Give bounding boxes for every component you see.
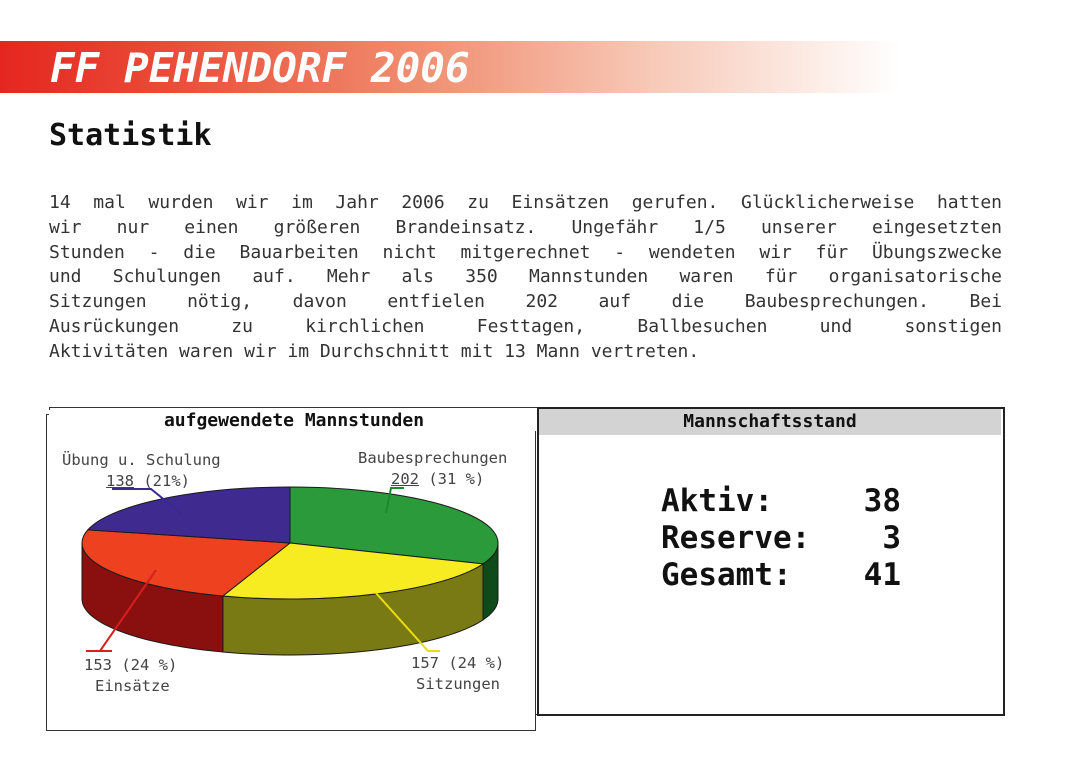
label-bau-value [391,470,484,488]
stand-label-reserve: Reserve: [661,520,811,556]
label-sitzungen-number: 157 [411,654,439,672]
stand-label-aktiv: Aktiv: [661,483,773,519]
label-einsaetze-name: Einsätze [95,677,170,695]
stand-label-gesamt: Gesamt: [661,557,792,593]
label-einsaetze-value [84,656,177,674]
label-uebung-number: 138 [106,472,134,490]
label-uebung-name: Übung u. Schulung [62,451,221,469]
label-einsaetze-number: 153 [84,656,112,674]
stand-value-gesamt: 41 [863,557,901,593]
chart-title: aufgewendete Mannstunden [49,410,539,431]
label-bau-number: 202 [391,470,419,488]
label-sitzungen-percent: (24 %) [448,654,505,672]
paragraph-line: Sitzungen nötig, davon entfielen 202 auf die Baubesprechungen. Bei [49,291,1002,313]
page-heading: Statistik [49,118,212,153]
paragraph-line: Stunden - die Bauarbeiten nicht mitgerechnet - wendeten wir für Übungszwecke [49,241,1002,263]
stand-value-aktiv: 38 [863,483,901,519]
label-bau-percent: (31 %) [428,470,485,488]
banner-title: FF PEHENDORF 2006 [50,44,470,92]
label-sitzungen-name: Sitzungen [416,675,500,693]
label-uebung-percent: (21%) [143,472,191,490]
stand-row-gesamt [661,557,901,593]
stand-value-reserve: 3 [882,520,901,556]
paragraph-line: und Schulungen auf. Mehr als 350 Mannstunden waren für organisatorische [49,266,1002,288]
paragraph-line: wir nur einen größeren Brandeinsatz. Ungefähr 1/5 unserer eingesetzten [49,216,1002,238]
paragraph-line: Ausrückungen zu kirchlichen Festtagen, Ballbesuchen und sonstigen [49,315,1002,337]
label-einsaetze-percent: (24 %) [121,656,178,674]
stand-row-reserve [661,520,901,556]
stand-row-aktiv [661,483,901,519]
label-uebung-value [106,472,190,490]
label-bau-name: Baubesprechungen [358,449,508,467]
paragraph-line: 14 mal wurden wir im Jahr 2006 zu Einsätzen gerufen. Glücklicherweise hatten [49,192,1002,213]
mannschaftsstand-title: Mannschaftsstand [539,409,1001,435]
paragraph-line: Aktivitäten waren wir im Durchschnitt mit 13 Mann vertreten. [49,340,700,362]
label-sitzungen-value [411,654,504,672]
